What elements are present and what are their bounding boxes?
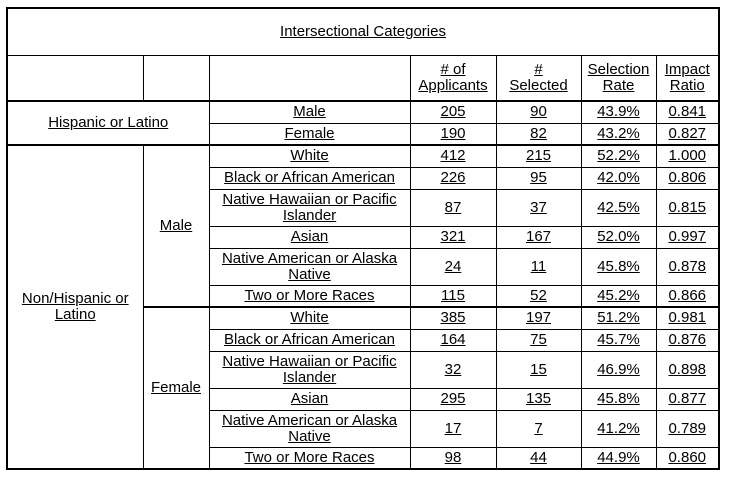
row-label — [209, 248, 410, 285]
header-rate-line1: Selection — [587, 60, 650, 78]
female-4-ratio-value: 0.789 — [668, 419, 707, 437]
female-3-ratio-value: 0.877 — [668, 390, 707, 407]
group-nonhispanic-label-line1: Non/Hispanic or — [21, 290, 129, 307]
hispanic-0-selected — [496, 101, 581, 123]
female-0-rate — [581, 307, 656, 329]
group-female-label: Female — [150, 379, 202, 396]
female-3-applicants — [410, 388, 496, 410]
female-0-selected — [496, 307, 581, 329]
hispanic-0-applicants — [410, 101, 496, 123]
row-label-text-line1: Black or African American — [224, 331, 395, 348]
row-label — [209, 145, 410, 167]
male-1-ratio-value: 0.806 — [668, 169, 707, 186]
hispanic-1-ratio-value: 0.827 — [668, 124, 707, 142]
male-3-selected-value: 167 — [525, 228, 552, 245]
male-4-selected-value: 11 — [530, 257, 547, 275]
male-1-rate-value: 42.0% — [597, 169, 640, 186]
female-5-ratio-value: 0.860 — [668, 448, 707, 466]
female-5-applicants — [410, 447, 496, 469]
male-3-rate-value: 52.0% — [597, 228, 640, 245]
female-3-ratio — [656, 388, 719, 410]
female-0-applicants — [410, 307, 496, 329]
header-applicants-line2: Applicants — [418, 76, 488, 94]
male-2-ratio-value: 0.815 — [668, 198, 707, 216]
header-selected-line2: Selected — [509, 76, 568, 94]
male-2-rate-value: 42.5% — [597, 198, 640, 216]
hispanic-0-applicants-value: 205 — [440, 103, 466, 121]
male-4-applicants — [410, 248, 496, 285]
row-label — [209, 226, 410, 248]
male-1-applicants-value: 226 — [440, 169, 466, 186]
female-5-rate — [581, 447, 656, 469]
female-4-applicants-value: 17 — [444, 419, 462, 437]
female-3-applicants-value: 295 — [440, 390, 466, 407]
hispanic-1-applicants-value: 190 — [440, 124, 466, 142]
male-5-applicants-value: 115 — [441, 286, 465, 304]
hispanic-0-ratio-value: 0.841 — [668, 103, 707, 121]
hispanic-0-rate — [581, 101, 656, 123]
header-ratio-line1: Impact — [664, 60, 710, 78]
male-5-applicants — [410, 285, 496, 307]
row-label — [209, 410, 410, 447]
row-label — [209, 285, 410, 307]
row-label-text-line1: Native Hawaiian or Pacific — [222, 352, 397, 370]
female-3-rate-value: 45.8% — [597, 390, 640, 407]
row-label-text: Male — [293, 103, 326, 121]
row-label — [209, 447, 410, 469]
female-5-ratio — [656, 447, 719, 469]
female-1-applicants — [410, 329, 496, 351]
group-hispanic — [7, 101, 209, 145]
row-label-text-line1: Two or More Races — [244, 448, 375, 466]
table-title — [7, 8, 719, 55]
table-title-text: Intersectional Categories — [280, 22, 446, 40]
female-4-ratio — [656, 410, 719, 447]
female-4-rate-value: 41.2% — [597, 419, 640, 437]
male-1-applicants — [410, 167, 496, 189]
male-0-applicants — [410, 145, 496, 167]
female-2-ratio — [656, 351, 719, 388]
hispanic-1-selected-value: 82 — [530, 124, 547, 142]
female-1-selected — [496, 329, 581, 351]
header-selected-line1: # — [534, 60, 543, 78]
male-4-ratio — [656, 248, 719, 285]
hispanic-0-ratio — [656, 101, 719, 123]
female-4-rate — [581, 410, 656, 447]
male-0-rate-value: 52.2% — [597, 147, 640, 165]
hispanic-1-applicants — [410, 123, 496, 145]
male-4-rate — [581, 248, 656, 285]
row-label — [209, 307, 410, 329]
row-label — [209, 167, 410, 189]
header-blank-1 — [7, 55, 143, 101]
male-2-applicants — [410, 189, 496, 226]
male-5-rate — [581, 285, 656, 307]
female-0-selected-value: 197 — [525, 309, 552, 327]
group-nonhispanic-label-line2: Latino — [54, 306, 96, 323]
female-1-ratio — [656, 329, 719, 351]
row-label-text-line1: Asian — [290, 390, 329, 407]
header-blank-3 — [209, 55, 410, 101]
male-3-ratio — [656, 226, 719, 248]
male-0-selected — [496, 145, 581, 167]
female-4-selected — [496, 410, 581, 447]
row-label-text-line2: Native — [288, 427, 331, 445]
header-ratio-line2: Ratio — [669, 76, 705, 94]
group-male-label: Male — [159, 217, 193, 234]
female-5-selected — [496, 447, 581, 469]
group-female — [143, 307, 209, 469]
male-0-applicants-value: 412 — [440, 147, 466, 165]
header-ratio — [656, 55, 719, 101]
row-label-text-line1: Native Hawaiian or Pacific — [222, 190, 397, 208]
male-5-ratio-value: 0.866 — [668, 286, 707, 304]
female-1-ratio-value: 0.876 — [668, 331, 707, 348]
male-3-rate — [581, 226, 656, 248]
male-2-selected — [496, 189, 581, 226]
male-5-rate-value: 45.2% — [597, 286, 640, 304]
male-5-ratio — [656, 285, 719, 307]
row-label — [209, 101, 410, 123]
female-2-ratio-value: 0.898 — [668, 360, 707, 378]
table-wrapper — [6, 7, 720, 470]
female-4-selected-value: 7 — [534, 419, 543, 437]
group-hispanic-label: Hispanic or Latino — [48, 114, 169, 131]
female-4-applicants — [410, 410, 496, 447]
header-rate — [581, 55, 656, 101]
male-0-ratio — [656, 145, 719, 167]
male-3-selected — [496, 226, 581, 248]
male-1-selected-value: 95 — [530, 169, 547, 186]
male-2-ratio — [656, 189, 719, 226]
female-0-rate-value: 51.2% — [597, 309, 640, 327]
header-applicants-line1: # of — [440, 60, 466, 78]
row-label-text-line2: Islander — [282, 206, 337, 224]
header-selected — [496, 55, 581, 101]
female-0-ratio — [656, 307, 719, 329]
male-2-selected-value: 37 — [530, 198, 547, 216]
group-nonhispanic — [7, 145, 143, 469]
male-1-ratio — [656, 167, 719, 189]
female-1-rate — [581, 329, 656, 351]
hispanic-1-ratio — [656, 123, 719, 145]
male-5-selected-value: 52 — [530, 286, 547, 304]
female-0-ratio-value: 0.981 — [668, 309, 707, 327]
male-0-ratio-value: 1.000 — [668, 147, 707, 165]
row-label — [209, 388, 410, 410]
female-1-applicants-value: 164 — [440, 331, 466, 348]
female-2-applicants — [410, 351, 496, 388]
male-4-rate-value: 45.8% — [597, 257, 640, 275]
header-rate-line2: Rate — [602, 76, 635, 94]
female-2-rate — [581, 351, 656, 388]
table-row — [7, 101, 719, 123]
female-3-selected-value: 135 — [525, 390, 552, 407]
hispanic-0-rate-value: 43.9% — [597, 103, 640, 121]
row-label-text-line1: Asian — [290, 228, 329, 245]
row-label-text-line1: Native American or Alaska — [221, 411, 398, 429]
female-3-selected — [496, 388, 581, 410]
female-5-selected-value: 44 — [530, 448, 547, 466]
hispanic-0-selected-value: 90 — [530, 103, 547, 121]
hispanic-1-rate — [581, 123, 656, 145]
female-5-rate-value: 44.9% — [597, 448, 640, 466]
male-5-selected — [496, 285, 581, 307]
female-1-rate-value: 45.7% — [597, 331, 640, 348]
male-0-selected-value: 215 — [525, 147, 552, 165]
row-label-text: Female — [284, 124, 335, 142]
hispanic-1-selected — [496, 123, 581, 145]
male-0-rate — [581, 145, 656, 167]
female-2-applicants-value: 32 — [444, 360, 462, 378]
row-label — [209, 329, 410, 351]
intersectional-table — [6, 7, 720, 470]
female-5-applicants-value: 98 — [444, 448, 462, 466]
male-3-applicants-value: 321 — [440, 228, 466, 245]
female-2-rate-value: 46.9% — [597, 360, 640, 378]
row-label-text-line1: White — [290, 309, 329, 327]
male-4-ratio-value: 0.878 — [668, 257, 707, 275]
male-4-applicants-value: 24 — [444, 257, 462, 275]
row-label — [209, 351, 410, 388]
female-1-selected-value: 75 — [530, 331, 547, 348]
male-2-applicants-value: 87 — [444, 198, 462, 216]
female-0-applicants-value: 385 — [440, 309, 466, 327]
row-label-text-line2: Islander — [282, 368, 337, 386]
female-2-selected-value: 15 — [530, 360, 547, 378]
female-3-rate — [581, 388, 656, 410]
row-label — [209, 123, 410, 145]
male-3-applicants — [410, 226, 496, 248]
male-4-selected — [496, 248, 581, 285]
row-label-text-line2: Native — [288, 265, 331, 283]
row-label-text-line1: White — [290, 147, 329, 165]
male-1-rate — [581, 167, 656, 189]
group-male — [143, 145, 209, 307]
row-label-text-line1: Native American or Alaska — [221, 249, 398, 267]
male-2-rate — [581, 189, 656, 226]
header-blank-2 — [143, 55, 209, 101]
male-3-ratio-value: 0.997 — [668, 228, 707, 245]
row-label-text-line1: Two or More Races — [244, 286, 375, 304]
male-1-selected — [496, 167, 581, 189]
header-applicants — [410, 55, 496, 101]
row-label — [209, 189, 410, 226]
row-label-text-line1: Black or African American — [224, 169, 395, 186]
female-2-selected — [496, 351, 581, 388]
table-row — [7, 145, 719, 167]
hispanic-1-rate-value: 43.2% — [597, 124, 640, 142]
